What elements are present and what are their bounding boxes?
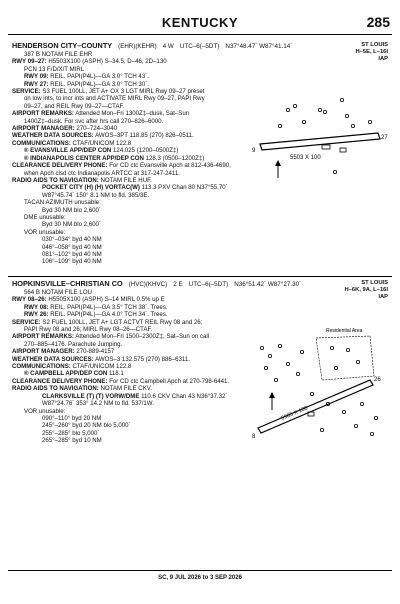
detail-text: For CD ctc Campbell Apch at 270-798-6441. [109, 377, 230, 385]
detail-label: RWY 09–27: [12, 58, 47, 66]
chart-name: ST LOUIS [361, 280, 388, 286]
detail-text: AWOS–3PT 118.85 (270) 826–0511. [95, 132, 194, 140]
chart-iap: IAP [378, 294, 388, 300]
detail-line [12, 221, 388, 228]
detail-text: W87°24.76´ 353° 14.2 NM to fld. 537/1W. [42, 400, 154, 408]
detail-label: RADIO AIDS TO NAVIGATION: [12, 385, 99, 393]
detail-text: 046°–058° byd 40 NM [42, 243, 102, 251]
detail-line [12, 304, 388, 311]
airport-diagram-hopkinsville [252, 318, 392, 446]
detail-text: 270–885–4176. Parachute Jumping. [24, 340, 123, 348]
runway-end-left: 8 [252, 434, 256, 440]
airport-title-line [12, 280, 388, 289]
detail-line [12, 73, 388, 80]
detail-text: 113.3 PXV Chan 80 N37°55.70´ [141, 184, 228, 192]
chart-refs [345, 280, 389, 301]
detail-label: SERVICE: [12, 318, 41, 326]
detail-text: NOTAM FILE HUF. [100, 176, 152, 184]
detail-line [12, 214, 388, 221]
detail-label: AIRPORT REMARKS: [12, 333, 74, 341]
detail-text: For CD ctc Evansville Apch at 812-436-4690, [109, 162, 231, 170]
airport-distance: 2 E [173, 281, 183, 288]
detail-label: ® CAMPBELL APP/DEP CON [24, 370, 108, 378]
detail-text: REIL. PAPI(P4L)—GA 3.0° TCH 30´. [50, 80, 149, 88]
detail-label: WEATHER DATA SOURCES: [12, 355, 94, 363]
detail-line [12, 296, 388, 303]
detail-label: ® INDIANAPOLIS CENTER APP/DEP CON [24, 154, 144, 162]
detail-text: when Apch clsd ctc Indianapolis ARTCC at 317-247-2411. [24, 169, 180, 177]
detail-text: S2 FUEL 100LL, JET A+ LGT ACTVT REIL Rwy 08 and 26; [42, 318, 203, 326]
chart-refs [355, 42, 388, 63]
detail-label: POCKET CITY (H) (H) VORTAC(W) [42, 184, 140, 192]
airport-ident: (HVC)(KHVC) [128, 281, 168, 288]
detail-text: Attended Mon–Fri 1500–2300Z‡, Sat–Sun on call [75, 333, 210, 341]
detail-label: SERVICE: [12, 88, 41, 96]
detail-text: VOR unusable: [24, 407, 66, 415]
detail-line [12, 244, 388, 251]
runway-end-left: 9 [252, 148, 256, 154]
airport-ident: (EHR)(KEHR) [118, 43, 157, 50]
detail-text: 265°–285° byd 10 NM [42, 437, 102, 445]
north-arrow [269, 392, 275, 410]
detail-label: ® EVANSVILLE APP/DEP CON [24, 147, 112, 155]
footer-validity: SC, 9 JUL 2026 to 3 SEP 2026 [158, 575, 242, 581]
runway-08-26 [258, 380, 373, 433]
detail-text: 110.6 CKV Chan 43 N36°37.32´ [141, 392, 228, 400]
detail-text: H5505X100 (ASPH) S–14 MIRL 0.5% up E [48, 296, 165, 304]
runway-end-right: 26 [374, 377, 381, 383]
airport-distance: 4 W [162, 43, 174, 50]
detail-text: 270-889-4157 [76, 348, 115, 356]
airport-utc: UTC–6(–5DT) [188, 281, 229, 288]
detail-label: RADIO AIDS TO NAVIGATION: [12, 176, 99, 184]
detail-line [12, 229, 388, 236]
detail-text: 1400Z‡–dusk. For svc after hrs call 270–826–6000. [24, 117, 164, 125]
detail-text: 270–724–3040 [76, 125, 118, 133]
detail-text: on low ints, to incr ints and ACTIVATE MIRL Rwy 09–27, PAPI Rwy [24, 95, 205, 103]
detail-text: H5503X100 (ASPH) S–34.5, D–46, 2D–130 [48, 58, 167, 66]
airport-title-line [12, 42, 388, 51]
detail-text: 106°–109° byd 40 NM [42, 258, 102, 266]
header-rule [8, 34, 392, 35]
detail-line [12, 258, 388, 265]
runway-dimension-label: 5505 X 100 [280, 405, 309, 422]
detail-text: 245°–260° byd 20 NM blo 5,000´ [42, 422, 131, 430]
detail-label: WEATHER DATA SOURCES: [12, 132, 94, 140]
airport-utc: UTC–6(–5DT) [179, 43, 220, 50]
north-arrow [275, 160, 281, 178]
runway-end-right: 27 [381, 135, 388, 141]
detail-text: S3 FUEL 100LL, JET A+ OX 3 LGT MIRL Rwy 09–27 preset [42, 88, 205, 96]
detail-label: RWY 08: [24, 303, 49, 311]
detail-text: Attended Mon–Fri 1300Z‡–dusk, Sat–Sun [75, 110, 190, 118]
detail-label: CLEARANCE DELIVERY PHONE: [12, 162, 108, 170]
detail-text: AWOS–3 132.575 (270) 886–6311. [95, 355, 190, 363]
detail-label: AIRPORT MANAGER: [12, 348, 75, 356]
detail-label: COMMUNICATIONS: [12, 139, 71, 147]
detail-text: CTAF/UNICOM 122.8 [72, 363, 132, 371]
airport-name: HOPKINSVILLE–CHRISTIAN CO [12, 279, 123, 288]
area-label: Residential Area [326, 328, 363, 334]
detail-text: W87°45.74´ 150° 8.1 NM to fld. 385/3E. [42, 191, 150, 199]
detail-text: 090°–110° byd 20 NM [42, 414, 102, 422]
airport-coords: N37°48.47´ W87°41.14´ [225, 43, 293, 50]
detail-text: 118.1 [108, 370, 124, 378]
detail-line [12, 251, 388, 258]
detail-label: CLEARANCE DELIVERY PHONE: [12, 377, 108, 385]
residential-boundary [316, 336, 374, 380]
airport-subline: 564 B NOTAM FILE LOU [24, 289, 92, 296]
detail-text: PAPI Rwy 08 and 26; MIRL Rwy 08–26—CTAF. [24, 326, 153, 334]
airport-diagram-henderson [250, 82, 390, 190]
detail-text: Byd 30 NM blo 2,600´ [42, 206, 101, 214]
detail-text: REIL. PAPI(P4L)—GA 3.0° TCH 43´. [50, 73, 149, 81]
detail-label: COMMUNICATIONS: [12, 363, 71, 371]
state-title: KENTUCKY [161, 15, 239, 30]
detail-text: PCN 13 F/D/X/T MIRL [24, 65, 85, 73]
chart-name: ST LOUIS [361, 42, 388, 48]
airport-subline: 387 B NOTAM FILE EHR [24, 51, 93, 58]
detail-text: Byd 30 NM blo 2,600´ [42, 221, 101, 229]
detail-text: REIL. PAPI(P4L)—GA 4.0° TCH 34´. Trees. [50, 311, 168, 319]
detail-text: DME unusable: [24, 213, 66, 221]
detail-label: RWY 27: [24, 80, 49, 88]
chart-iap: IAP [378, 56, 388, 62]
detail-text: 09–27, and REIL Rwy 09–27—CTAF. [24, 102, 125, 110]
detail-text: 255°–285° blo 5,000´ [42, 429, 100, 437]
chart-codes: H–5E, L–16I [355, 49, 388, 55]
detail-label: AIRPORT REMARKS: [12, 110, 74, 118]
detail-text: TACAN AZIMUTH unusable: [24, 199, 101, 207]
detail-label: CLARKSVILLE (T) (T) VORW/DME [42, 392, 140, 400]
detail-line [12, 199, 388, 206]
detail-text: 081°–102° byd 40 NM [42, 250, 102, 258]
runway-dimension-label: 5503 X 100 [290, 155, 321, 161]
page-header [0, 0, 400, 38]
detail-line [12, 58, 388, 65]
chart-codes: H–6K, 9A, L–16I [344, 287, 388, 293]
airport-name: HENDERSON CITY–COUNTY [12, 41, 113, 50]
detail-label: AIRPORT MANAGER: [12, 125, 75, 133]
footer-rule [8, 570, 392, 571]
detail-line [12, 66, 388, 73]
detail-label: RWY 26: [24, 311, 49, 319]
detail-label: RWY 08–26: [12, 296, 47, 304]
detail-text: 030°–034° byd 40 NM [42, 236, 102, 244]
runway-09-27 [260, 133, 380, 150]
entry-separator [8, 276, 392, 277]
detail-line [12, 192, 388, 199]
detail-line [12, 236, 388, 243]
detail-text: CTAF/UNICOM 122.8 [72, 139, 132, 147]
detail-text: NOTAM FILE CKV. [100, 385, 152, 393]
detail-text: 128.3 (0500–1200Z‡) [145, 154, 205, 162]
detail-text: 124.025 (1200–0500Z‡) [113, 147, 179, 155]
airport-coords: N36°51.42´ W87°27.30´ [234, 281, 302, 288]
detail-text: VOR unusable: [24, 228, 66, 236]
page-number: 285 [366, 14, 390, 30]
detail-line [12, 207, 388, 214]
detail-text: REIL. PAPI(P4L)—GA 3.5° TCH 38´. Trees. [50, 303, 168, 311]
detail-label: RWY 09: [24, 73, 49, 81]
